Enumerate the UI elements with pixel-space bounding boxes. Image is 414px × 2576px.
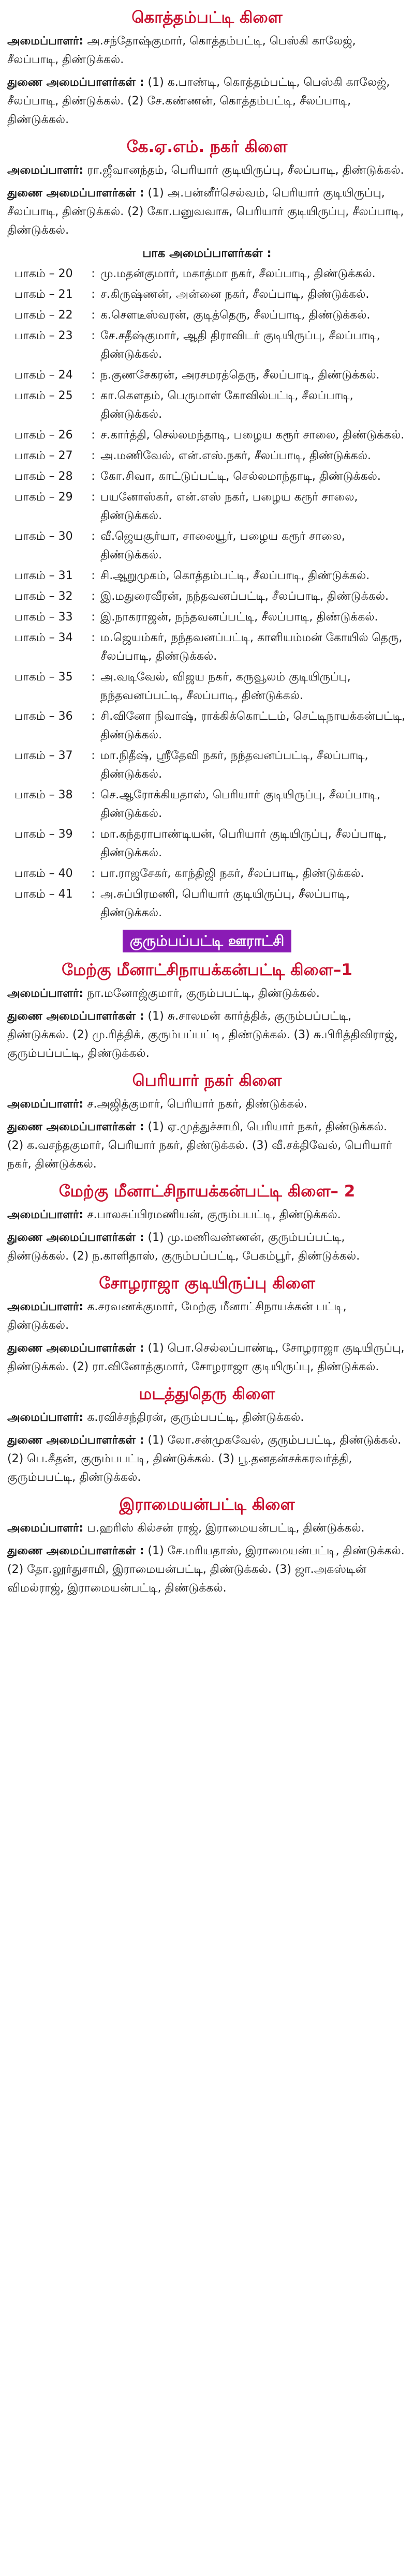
ward-number: பாகம் – 41 <box>14 888 73 901</box>
ward-organiser: இ.மதுரைவீரன், நந்தவனப்பட்டி, சீலப்பாடி, திண்டுக்கல். <box>100 590 389 603</box>
ward-organiser: அ.சுப்பிரமணி, பெரியார் குடியிருப்பு, சீலப்பாடி, திண்டுக்கல். <box>100 888 350 919</box>
deputies-entry <box>7 1007 407 1063</box>
ward-number: பாகம் – 26 <box>14 429 73 442</box>
secretary-entry <box>7 1206 407 1224</box>
secretary-text: ச.அஜித்குமார், பெரியார் நகர், திண்டுக்கல். <box>87 1098 307 1111</box>
ward-colon: : <box>91 389 95 402</box>
secretary-entry <box>7 984 407 1003</box>
ward-row <box>7 366 407 385</box>
deputies-text: (1) சே.மரியதாஸ், இராமையன்பட்டி, திண்டுக்கல். (2) தோ.லூர்துசாமி, இராமையன்பட்டி, திண்டுக்கல். (3) ஜா.அகஸ்டின் விமல்ராஜ், இராமையன்பட்டி, திண்டுக்கல். <box>7 1544 405 1595</box>
ward-organiser: இ.நாகராஜன், நந்தவனப்பட்டி, சீலப்பாடி, திண்டுக்கல். <box>100 611 378 624</box>
ward-colon: : <box>91 369 95 382</box>
deputies-label: துணை அமைப்பாளர்கள் : <box>7 187 144 200</box>
ward-number: பாகம் – 30 <box>14 530 73 543</box>
ward-organiser: பயனோஸ்கர், என்.எஸ் நகர், பழைய கரூர் சாலை, திண்டுக்கல். <box>100 491 358 522</box>
deputies-text: (1) ஏ.முத்துச்சாமி, பெரியார் நகர், திண்டுக்கல். (2) க.வசந்தகுமார், பெரியார் நகர், திண்டுக்கல். (3) வீ.சக்திவேல், பெரியார் நகர், திண்டுக்கல். <box>7 1120 392 1171</box>
ward-organiser: மா.கந்தராபாண்டியன், பெரியார் குடியிருப்பு, சீலப்பாடி, திண்டுக்கல். <box>100 828 387 859</box>
secretary-label: அமைப்பாளர்: <box>7 987 84 1000</box>
ward-colon: : <box>91 329 95 342</box>
secretary-entry <box>7 32 407 69</box>
ward-organiser: கா.கௌதம், பெருமாள் கோவில்பட்டி, சீலப்பாடி, திண்டுக்கல். <box>100 389 353 421</box>
ward-colon: : <box>91 867 95 880</box>
ward-row <box>7 387 407 424</box>
panchayat-banner: குரும்பப்பட்டி ஊராட்சி <box>123 930 292 952</box>
ward-organiser: ச.கார்த்தி, செல்லமந்தாடி, பழைய கரூர் சாலை, திண்டுக்கல். <box>100 429 405 442</box>
ward-colon: : <box>91 491 95 504</box>
ward-organiser: மு.மதன்குமார், மகாத்மா நகர், சீலப்பாடி, திண்டுக்கல். <box>100 267 376 280</box>
deputies-label: துணை அமைப்பாளர்கள் : <box>7 1544 144 1557</box>
deputies-text: (1) மு.மணிவண்ணன், குரும்பப்பட்டி, திண்டுக்கல். (2) ந.காளிதாஸ், குரும்பப்பட்டி, பேகம்பூர், திண்டுக்கல். <box>7 1231 360 1263</box>
ward-colon: : <box>91 470 95 483</box>
ward-row <box>7 707 407 745</box>
deputies-label: துணை அமைப்பாளர்கள் : <box>7 1342 144 1355</box>
ward-row <box>7 426 407 445</box>
ward-number: பாகம் – 20 <box>14 267 73 280</box>
ward-number: பாகம் – 27 <box>14 449 73 462</box>
ward-number: பாகம் – 35 <box>14 671 73 684</box>
ward-organiser: சி.ஆறுமுகம், கொத்தம்பட்டி, சீலப்பாடி, திண்டுக்கல். <box>100 569 370 582</box>
ward-colon: : <box>91 530 95 543</box>
ward-number: பாகம் – 24 <box>14 369 73 382</box>
secretary-text: ரா.ஜீவானந்தம், பெரியார் குடியிருப்பு, சீலப்பாடி, திண்டுக்கல். <box>87 164 404 177</box>
ward-organiser: சி.வினோ நிவாஷ், ராக்கிக்கொட்டம், செட்டிநாயக்கன்பட்டி, திண்டுக்கல். <box>100 710 406 741</box>
secretary-text: ப.ஹரிஸ் கில்சன் ராஜ், இராமையன்பட்டி, திண்டுக்கல். <box>87 1522 365 1535</box>
ward-number: பாகம் – 29 <box>14 491 73 504</box>
section-heading: மேற்கு மீனாட்சிநாயக்கன்பட்டி கிளை– 2 <box>58 1182 356 1201</box>
ward-colon: : <box>91 888 95 901</box>
ward-row <box>7 567 407 585</box>
ward-row <box>7 865 407 883</box>
deputies-entry <box>7 1118 407 1174</box>
ward-colon: : <box>91 309 95 322</box>
deputies-text: (1) பொ.செல்லப்பாண்டி, சோழராஜா குடியிருப்பு, திண்டுக்கல். (2) ரா.வினோத்குமார், சோழராஜா குடியிருப்பு, திண்டுக்கல். <box>7 1342 405 1373</box>
ward-organiser: பா.ராஜசேகர், காந்திஜி நகர், சீலப்பாடி, திண்டுக்கல். <box>100 867 364 880</box>
ward-colon: : <box>91 611 95 624</box>
ward-number: பாகம் – 34 <box>14 631 73 644</box>
ward-number: பாகம் – 39 <box>14 828 73 841</box>
ward-colon: : <box>91 590 95 603</box>
deputies-entry <box>7 73 407 129</box>
secretary-text: ச.பாலசுப்பிரமணியன், குரும்பபட்டி, திண்டுக்கல். <box>87 1208 341 1221</box>
ward-row <box>7 747 407 784</box>
ward-organiser: ம.ஜெயம்கர், நந்தவனப்பட்டி, காளியம்மன் கோயில் தெரு, சீலப்பாடி, திண்டுக்கல். <box>100 631 403 663</box>
ward-row <box>7 488 407 525</box>
ward-row <box>7 885 407 922</box>
ward-number: பாகம் – 31 <box>14 569 73 582</box>
deputies-text: (1) அ.பன்னீர்செல்வம், பெரியார் குடியிருப்பு, சீலப்பாடி, திண்டுக்கல். (2) கோ.பனுவவாசு, பெரியார் குடியிருப்பு, சீலப்பாடி, திண்டுக்கல். <box>7 187 404 237</box>
panchayat-banner-wrap <box>7 930 407 952</box>
ward-number: பாகம் – 36 <box>14 710 73 723</box>
ward-colon: : <box>91 749 95 762</box>
secretary-entry <box>7 1408 407 1427</box>
ward-row <box>7 825 407 862</box>
ward-colon: : <box>91 449 95 462</box>
secretary-label: அமைப்பாளர்: <box>7 1208 84 1221</box>
deputies-entry <box>7 184 407 240</box>
ward-organiser: க.சௌடீஸ்வரன், குடித்தெரு, சீலப்பாடி, திண்டுக்கல். <box>100 309 371 322</box>
deputies-text: (1) சு.சாலமன் கார்த்திக், குரும்பப்பட்டி, திண்டுக்கல். (2) மு.ரித்திக், குரும்பப்பட்டி, திண்டுக்கல். (3) சு.பிரித்திவிராஜ், குரும்பப்பட்டி, திண்டுக்கல். <box>7 1010 398 1060</box>
ward-colon: : <box>91 828 95 841</box>
ward-organiser: செ.ஆரோக்கியதாஸ், பெரியார் குடியிருப்பு, சீலப்பாடி, திண்டுக்கல். <box>100 789 380 820</box>
ward-row <box>7 668 407 705</box>
ward-number: பாகம் – 40 <box>14 867 73 880</box>
secretary-entry <box>7 1519 407 1538</box>
ward-number: பாகம் – 28 <box>14 470 73 483</box>
deputies-label: துணை அமைப்பாளர்கள் : <box>7 1434 144 1447</box>
deputies-text: (1) க.பாண்டி, கொத்தம்பட்டி, பெஸ்கி காலேஜ், சீலப்பாடி, திண்டுக்கல். (2) சே.கண்ணன், கொத்தம்பட்டி, சீலப்பாடி, திண்டுக்கல். <box>7 76 390 126</box>
ward-colon: : <box>91 789 95 801</box>
ward-organiser: சே.சதீஷ்குமார், ஆதி திராவிடர் குடியிருப்பு, சீலப்பாடி, திண்டுக்கல். <box>100 329 380 361</box>
ward-colon: : <box>91 429 95 442</box>
ward-row <box>7 527 407 565</box>
deputies-label: துணை அமைப்பாளர்கள் : <box>7 1010 144 1023</box>
section-heading: இராமையன்பட்டி கிளை <box>119 1495 295 1514</box>
secretary-label: அமைப்பாளர்: <box>7 35 84 48</box>
deputies-label: துணை அமைப்பாளர்கள் : <box>7 76 144 89</box>
ward-row <box>7 629 407 666</box>
ward-organiser: அ.மணிவேல், என்.எஸ்.நகர், சீலப்பாடி, திண்டுக்கல். <box>100 449 371 462</box>
secretary-label: அமைப்பாளர்: <box>7 1098 84 1111</box>
secretary-entry <box>7 1298 407 1335</box>
ward-row <box>7 285 407 304</box>
secretary-text: நா.மனோஜ்குமார், குரும்பபட்டி, திண்டுக்கல். <box>87 987 320 1000</box>
ward-number: பாகம் – 38 <box>14 789 73 801</box>
ward-colon: : <box>91 710 95 723</box>
secretary-text: அ.சந்தோஷ்குமார், கொத்தம்பட்டி, பெஸ்கி காலேஜ், சீலப்பாடி, திண்டுக்கல். <box>7 35 356 66</box>
ward-number: பாகம் – 23 <box>14 329 73 342</box>
ward-row <box>7 447 407 465</box>
ward-organiser: ந.குணசேகரன், அரசமரத்தெரு, சீலப்பாடி, திண்டுக்கல். <box>100 369 380 382</box>
secretary-entry <box>7 1095 407 1114</box>
deputies-entry <box>7 1229 407 1266</box>
deputies-label: துணை அமைப்பாளர்கள் : <box>7 1120 144 1133</box>
secretary-label: அமைப்பாளர்: <box>7 1300 84 1313</box>
section-heading: மேற்கு மீனாட்சிநாயக்கன்பட்டி கிளை–1 <box>62 961 352 979</box>
deputies-label: துணை அமைப்பாளர்கள் : <box>7 1231 144 1244</box>
ward-row <box>7 467 407 486</box>
section-heading: கே.ஏ.எம். நகர் கிளை <box>126 138 288 156</box>
section-heading: பெரியார் நகர் கிளை <box>132 1071 282 1090</box>
ward-organiser: கோ.சிவா, காட்டுப்பட்டி, செல்லமாந்தாடி, திண்டுக்கல். <box>100 470 381 483</box>
section-heading: கொத்தம்பட்டி கிளை <box>131 8 283 27</box>
ward-organiser: ச.கிருஷ்ணன், அன்னை நகர், சீலப்பாடி, திண்டுக்கல். <box>100 288 369 301</box>
ward-colon: : <box>91 671 95 684</box>
deputies-entry <box>7 1431 407 1487</box>
secretary-text: க.ரவிச்சந்திரன், குரும்பபட்டி, திண்டுக்கல். <box>87 1411 304 1424</box>
ward-row <box>7 327 407 364</box>
ward-colon: : <box>91 267 95 280</box>
ward-row <box>7 265 407 283</box>
ward-number: பாகம் – 37 <box>14 749 73 762</box>
ward-colon: : <box>91 569 95 582</box>
ward-row <box>7 587 407 606</box>
ward-number: பாகம் – 32 <box>14 590 73 603</box>
ward-colon: : <box>91 288 95 301</box>
secretary-label: அமைப்பாளர்: <box>7 1522 84 1535</box>
deputies-text: (1) லோ.சன்முகவேல், குரும்பபட்டி, திண்டுக்கல். (2) பெ.கீதன், குரும்பபட்டி, திண்டுக்கல். (3) பூ.தனதன்சக்கரவர்த்தி, குரும்பபட்டி, திண்டுக்கல். <box>7 1434 402 1484</box>
ward-number: பாகம் – 21 <box>14 288 73 301</box>
section-heading: மடத்துதெரு கிளை <box>139 1385 275 1403</box>
secretary-label: அமைப்பாளர்: <box>7 164 84 177</box>
deputies-entry <box>7 1542 407 1598</box>
ward-number: பாகம் – 33 <box>14 611 73 624</box>
ward-row <box>7 608 407 627</box>
secretary-text: க.சரவணக்குமார், மேற்கு மீனாட்சிநாயக்கன் பட்டி, திண்டுக்கல். <box>7 1300 347 1332</box>
ward-row <box>7 306 407 325</box>
ward-number: பாகம் – 22 <box>14 309 73 322</box>
deputies-entry <box>7 1339 407 1376</box>
ward-organisers-heading: பாக அமைப்பாளர்கள் : <box>142 247 272 260</box>
section-heading: சோழராஜா குடியிருப்பு கிளை <box>99 1274 315 1293</box>
ward-organiser: வீ.ஜெயசூர்யா, சாலையூர், பழைய கரூர் சாலை, திண்டுக்கல். <box>100 530 345 562</box>
ward-row <box>7 786 407 823</box>
ward-colon: : <box>91 631 95 644</box>
ward-organiser: மா.நிதீஷ், ஸ்ரீதேவி நகர், நந்தவனப்பட்டி, சீலப்பாடி, திண்டுக்கல். <box>100 749 368 781</box>
secretary-label: அமைப்பாளர்: <box>7 1411 84 1424</box>
secretary-entry <box>7 161 407 180</box>
ward-number: பாகம் – 25 <box>14 389 73 402</box>
ward-organiser: அ.வடிவேல், விஜய நகர், கருவூலம் குடியிருப்பு, நந்தவனப்பட்டி, சீலப்பாடி, திண்டுக்கல். <box>100 671 351 702</box>
